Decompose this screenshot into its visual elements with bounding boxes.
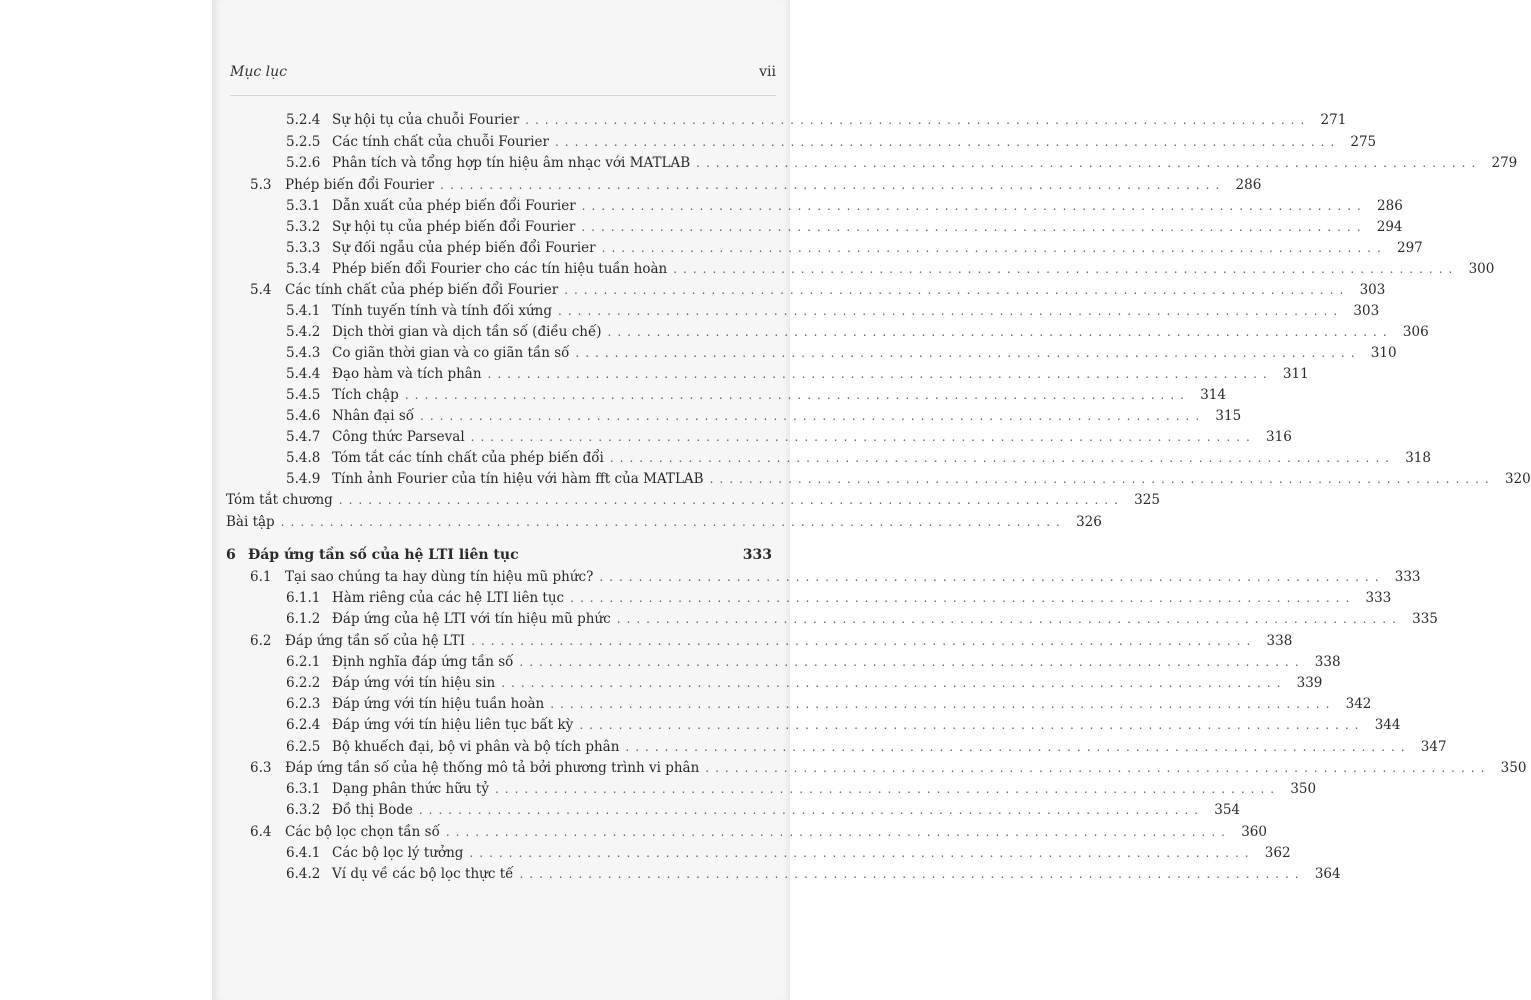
toc-page-number: 306 bbox=[1402, 324, 1429, 340]
toc-number: 6.1.1 bbox=[286, 590, 321, 606]
toc-page-number: 350 bbox=[1500, 760, 1527, 776]
leader-dots: ................................................................................ bbox=[440, 178, 1226, 192]
toc-section-row bbox=[250, 175, 1262, 195]
toc-number: 5.4 bbox=[250, 282, 272, 298]
leader-dots: ................................................................................ bbox=[709, 472, 1495, 486]
leader-dots: ................................................................................ bbox=[673, 262, 1459, 276]
leader-dots: ................................................................................ bbox=[625, 740, 1411, 754]
toc-subsection-row bbox=[286, 259, 1495, 279]
leader-dots: ................................................................................ bbox=[558, 304, 1344, 318]
toc-number: 5.4.3 bbox=[286, 345, 321, 361]
toc-subsection-row bbox=[286, 364, 1309, 384]
leader-dots: ................................................................................ bbox=[471, 634, 1257, 648]
toc-title: Dạng phân thức hữu tỷ bbox=[332, 781, 489, 797]
toc-title: Sự hội tụ của phép biến đổi Fourier bbox=[332, 219, 576, 235]
toc-subsection-row bbox=[286, 238, 1423, 258]
toc-number: 5.4.1 bbox=[286, 303, 321, 319]
leader-dots: ................................................................................ bbox=[420, 409, 1206, 423]
toc-number: 6.1 bbox=[250, 569, 272, 585]
toc-page-number: 342 bbox=[1345, 696, 1372, 712]
toc-subsection-row bbox=[286, 652, 1341, 672]
leader-dots: ................................................................................ bbox=[519, 867, 1305, 881]
leader-dots: ................................................................................ bbox=[575, 346, 1361, 360]
toc-page-number: 314 bbox=[1200, 387, 1226, 403]
toc-title: Tại sao chúng ta hay dùng tín hiệu mũ phức? bbox=[285, 569, 594, 585]
toc-number: 6 bbox=[226, 547, 236, 563]
toc-title: Đáp ứng của hệ LTI với tín hiệu mũ phức bbox=[332, 611, 611, 627]
toc-subsection-row bbox=[286, 448, 1431, 468]
leader-dots: ................................................................................ bbox=[609, 451, 1395, 465]
toc-page-number: 311 bbox=[1282, 366, 1309, 382]
toc-section-row bbox=[250, 631, 1293, 651]
toc-title: Phép biến đổi Fourier cho các tín hiệu tuần hoàn bbox=[332, 261, 668, 277]
toc-subsection-row bbox=[286, 673, 1323, 693]
toc-title: Tóm tắt chương bbox=[226, 492, 333, 508]
toc-page-number: 275 bbox=[1350, 134, 1377, 150]
leader-dots: ................................................................................ bbox=[564, 283, 1350, 297]
leader-dots: ................................................................................ bbox=[418, 803, 1205, 817]
toc-number: 6.2.4 bbox=[286, 717, 321, 733]
toc-title: Đạo hàm và tích phân bbox=[332, 366, 482, 382]
leader-dots: ................................................................................ bbox=[487, 367, 1273, 381]
toc-page-number: 286 bbox=[1377, 198, 1403, 214]
leader-dots: ................................................................................ bbox=[607, 325, 1393, 339]
toc-page-number: 294 bbox=[1376, 219, 1403, 235]
toc-number: 5.3.1 bbox=[286, 198, 321, 214]
toc-page-number: 271 bbox=[1320, 112, 1347, 128]
header-title: Mục lục bbox=[230, 64, 287, 80]
toc-title: Phân tích và tổng hợp tín hiệu âm nhạc với MATLAB bbox=[332, 155, 691, 171]
toc-number: 6.3.2 bbox=[286, 802, 321, 818]
toc-number: 5.4.7 bbox=[286, 429, 321, 445]
toc-title: Đồ thị Bode bbox=[332, 802, 413, 818]
toc-number: 6.3.1 bbox=[286, 781, 321, 797]
toc-subsection-row bbox=[286, 843, 1291, 863]
leader-dots: ................................................................................ bbox=[570, 591, 1356, 605]
toc-page-number: 303 bbox=[1359, 282, 1386, 298]
toc-number: 5.3 bbox=[250, 177, 272, 193]
toc-title: Sự hội tụ của chuỗi Fourier bbox=[332, 112, 520, 128]
toc-misc-row bbox=[226, 512, 1102, 532]
toc-page-number: 286 bbox=[1235, 177, 1262, 193]
toc-number: 5.4.4 bbox=[286, 366, 321, 382]
leader-dots: ................................................................................ bbox=[601, 241, 1387, 255]
toc-page-number: 320 bbox=[1504, 471, 1531, 487]
leader-dots: ................................................................................ bbox=[616, 612, 1402, 626]
toc-number: 5.4.9 bbox=[286, 471, 321, 487]
toc-number: 6.2.3 bbox=[286, 696, 321, 712]
toc-page-number: 364 bbox=[1314, 866, 1341, 882]
toc-page-number: 362 bbox=[1264, 845, 1291, 861]
toc-subsection-row bbox=[286, 469, 1531, 489]
toc-page-number: 335 bbox=[1412, 611, 1438, 627]
toc-number: 6.2.1 bbox=[286, 654, 321, 670]
leader-dots: ................................................................................ bbox=[338, 493, 1124, 507]
toc-number: 5.3.2 bbox=[286, 219, 321, 235]
toc-subsection-row bbox=[286, 110, 1347, 130]
toc-number: 5.2.5 bbox=[286, 134, 321, 150]
toc-page-number: 344 bbox=[1374, 717, 1401, 733]
leader-dots: ................................................................................ bbox=[470, 430, 1256, 444]
toc-title: Dịch thời gian và dịch tần số (điều chế) bbox=[332, 324, 602, 340]
toc-title: Tóm tắt các tính chất của phép biến đổi bbox=[332, 450, 604, 466]
toc-title: Các bộ lọc chọn tần số bbox=[285, 824, 440, 840]
toc-subsection-row bbox=[286, 800, 1241, 820]
toc-subsection-row bbox=[286, 322, 1429, 342]
toc-title: Nhân đại số bbox=[332, 408, 415, 424]
leader-dots: ................................................................................ bbox=[579, 718, 1365, 732]
toc-title: Đáp ứng với tín hiệu tuần hoàn bbox=[332, 696, 545, 712]
leader-dots: ................................................................................ bbox=[705, 761, 1491, 775]
toc-misc-row bbox=[226, 490, 1160, 510]
toc-title: Bộ khuếch đại, bộ vi phân và bộ tích phân bbox=[332, 739, 620, 755]
toc-title: Dẫn xuất của phép biến đổi Fourier bbox=[332, 198, 576, 214]
toc-title: Đáp ứng tần số của hệ LTI bbox=[285, 633, 466, 649]
toc-number: 5.4.8 bbox=[286, 450, 321, 466]
toc-subsection-row bbox=[286, 406, 1242, 426]
toc-subsection-row bbox=[286, 217, 1403, 237]
toc-page-number: 333 bbox=[1394, 569, 1421, 585]
toc-number: 5.4.5 bbox=[286, 387, 321, 403]
toc-subsection-row bbox=[286, 153, 1518, 173]
toc-title: Sự đối ngẫu của phép biến đổi Fourier bbox=[332, 240, 596, 256]
toc-number: 5.4.2 bbox=[286, 324, 321, 340]
toc-title: Bài tập bbox=[226, 514, 275, 530]
toc-section-row bbox=[250, 567, 1421, 587]
toc-subsection-row bbox=[286, 864, 1341, 884]
toc-title: Hàm riêng của các hệ LTI liên tục bbox=[332, 590, 565, 606]
toc-subsection-row bbox=[286, 588, 1392, 608]
leader-dots: ................................................................................ bbox=[696, 156, 1482, 170]
toc-page-number: 333 bbox=[742, 547, 772, 563]
leader-dots: ................................................................................ bbox=[581, 220, 1367, 234]
leader-dots: ................................................................................ bbox=[494, 782, 1281, 796]
toc-number: 6.4.2 bbox=[286, 866, 321, 882]
leader-dots: ................................................................................ bbox=[519, 655, 1305, 669]
toc-title: Đáp ứng tần số của hệ LTI liên tục bbox=[248, 547, 519, 563]
toc-page-number: 360 bbox=[1241, 824, 1267, 840]
toc-title: Đáp ứng với tín hiệu liên tục bất kỳ bbox=[332, 717, 574, 733]
leader-dots: ................................................................................ bbox=[280, 515, 1066, 529]
toc-chapter-row bbox=[226, 545, 772, 565]
leader-dots: ................................................................................ bbox=[599, 570, 1385, 584]
toc-title: Tính ảnh Fourier của tín hiệu với hàm fft của MATLAB bbox=[332, 471, 704, 487]
leader-dots: ................................................................................ bbox=[469, 846, 1255, 860]
toc-subsection-row bbox=[286, 301, 1380, 321]
toc-page-number: 350 bbox=[1290, 781, 1317, 797]
toc-page-number: 333 bbox=[1365, 590, 1392, 606]
header-page-number: vii bbox=[759, 64, 776, 80]
toc-number: 6.2.2 bbox=[286, 675, 321, 691]
toc-number: 5.3.4 bbox=[286, 261, 321, 277]
toc-page-number: 347 bbox=[1420, 739, 1447, 755]
toc-page-number: 325 bbox=[1134, 492, 1160, 508]
toc-page-number: 316 bbox=[1266, 429, 1292, 445]
toc-title: Phép biến đổi Fourier bbox=[285, 177, 435, 193]
toc-number: 6.4.1 bbox=[286, 845, 321, 861]
leader-dots: ................................................................................ bbox=[525, 113, 1311, 127]
leader-dots: ................................................................................ bbox=[581, 199, 1367, 213]
leader-dots: ................................................................................ bbox=[550, 697, 1336, 711]
toc-title: Đáp ứng với tín hiệu sin bbox=[332, 675, 496, 691]
toc-section-row bbox=[250, 280, 1386, 300]
toc-page-number: 338 bbox=[1314, 654, 1341, 670]
toc-title: Các bộ lọc lý tưởng bbox=[332, 845, 464, 861]
toc-number: 6.2 bbox=[250, 633, 272, 649]
toc-page-number: 279 bbox=[1491, 155, 1518, 171]
toc-subsection-row bbox=[286, 385, 1226, 405]
toc-subsection-row bbox=[286, 132, 1377, 152]
toc-page-number: 315 bbox=[1215, 408, 1242, 424]
toc-page-number: 354 bbox=[1214, 802, 1241, 818]
leader-dots: ................................................................................ bbox=[445, 825, 1231, 839]
toc-page-number: 318 bbox=[1405, 450, 1431, 466]
toc-number: 5.3.3 bbox=[286, 240, 321, 256]
toc-number: 5.4.6 bbox=[286, 408, 321, 424]
toc-page-number: 339 bbox=[1296, 675, 1323, 691]
toc-subsection-row bbox=[286, 343, 1397, 363]
toc-subsection-row bbox=[286, 609, 1438, 629]
toc-number: 6.2.5 bbox=[286, 739, 321, 755]
toc-page-number: 310 bbox=[1370, 345, 1397, 361]
toc-title: Các tính chất của chuỗi Fourier bbox=[332, 134, 549, 150]
toc-page-number: 326 bbox=[1076, 514, 1102, 530]
toc-title: Các tính chất của phép biến đổi Fourier bbox=[285, 282, 559, 298]
leader-dots: ................................................................................ bbox=[501, 676, 1287, 690]
toc-subsection-row bbox=[286, 196, 1403, 216]
toc-subsection-row bbox=[286, 737, 1447, 757]
toc-section-row bbox=[250, 758, 1527, 778]
toc-page-number: 297 bbox=[1397, 240, 1423, 256]
toc-title: Tích chập bbox=[332, 387, 399, 403]
toc-section-row bbox=[250, 822, 1267, 842]
toc-subsection-row bbox=[286, 427, 1292, 447]
toc-page-number: 303 bbox=[1353, 303, 1380, 319]
toc-title: Đáp ứng tần số của hệ thống mô tả bởi phương trình vi phân bbox=[285, 760, 700, 776]
toc-subsection-row bbox=[286, 715, 1401, 735]
toc-subsection-row bbox=[286, 779, 1317, 799]
toc-number: 6.3 bbox=[250, 760, 272, 776]
toc-title: Co giãn thời gian và co giãn tần số bbox=[332, 345, 570, 361]
toc-number: 5.2.4 bbox=[286, 112, 321, 128]
toc-number: 6.1.2 bbox=[286, 611, 321, 627]
toc-title: Ví dụ về các bộ lọc thực tế bbox=[332, 866, 514, 882]
toc-title: Tính tuyến tính và tính đối xứng bbox=[332, 303, 553, 319]
toc-number: 6.4 bbox=[250, 824, 272, 840]
toc-number: 5.2.6 bbox=[286, 155, 321, 171]
leader-dots: ................................................................................ bbox=[404, 388, 1190, 402]
toc-page-number: 300 bbox=[1468, 261, 1495, 277]
toc-page-number: 338 bbox=[1266, 633, 1293, 649]
toc-title: Định nghĩa đáp ứng tần số bbox=[332, 654, 514, 670]
leader-dots: ................................................................................ bbox=[554, 135, 1341, 149]
toc-subsection-row bbox=[286, 694, 1372, 714]
toc-title: Công thức Parseval bbox=[332, 429, 465, 445]
